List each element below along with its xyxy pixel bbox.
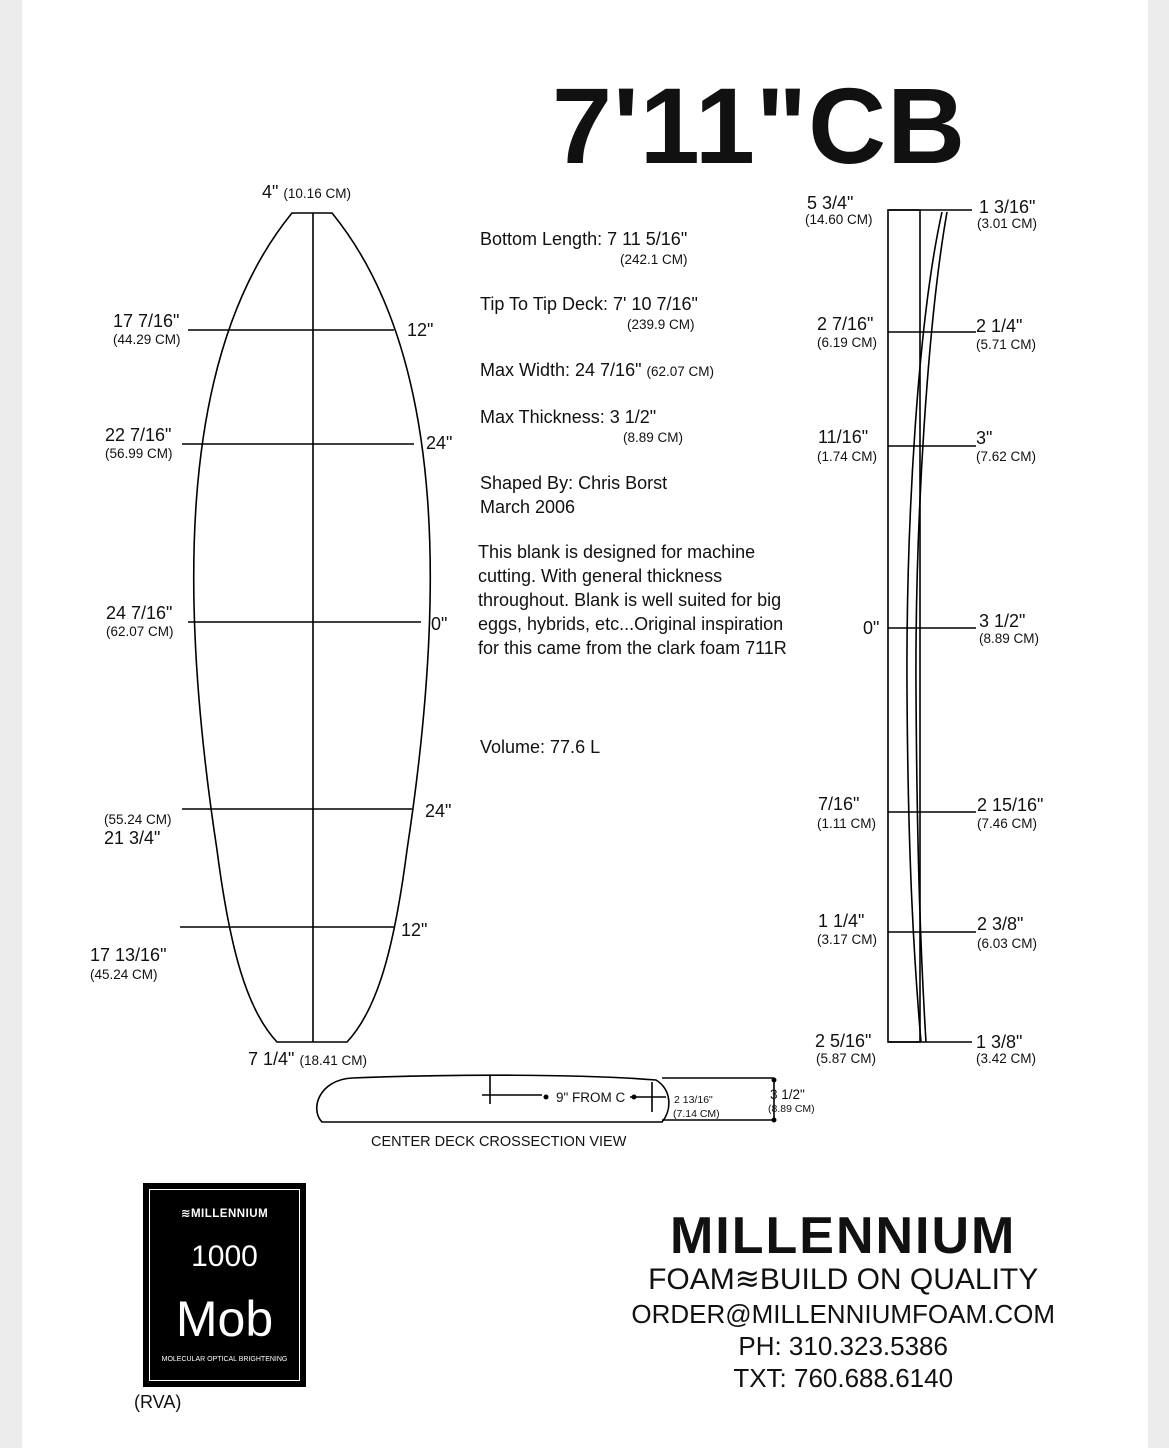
- rocker-left-1-cm: (14.60 CM): [805, 212, 873, 227]
- badge-brand: ≋MILLENNIUM: [180, 1208, 269, 1220]
- rocker-left-3: 11/16": [818, 427, 869, 447]
- tip-to-tip: Tip To Tip Deck: 7' 10 7/16": [480, 294, 698, 314]
- rva-label: (RVA): [134, 1392, 182, 1412]
- width-4-cm: (55.24 CM): [104, 812, 172, 827]
- rocker-left-3-cm: (1.74 CM): [817, 449, 878, 464]
- tail-width: 7 1/4" (18.41 CM): [248, 1049, 367, 1069]
- phone-number[interactable]: PH: 310.323.5386: [738, 1331, 948, 1361]
- rocker-left-5-cm: (1.11 CM): [817, 816, 877, 831]
- width-2-cm: (56.99 CM): [105, 446, 173, 461]
- width-1-cm: (44.29 CM): [113, 332, 181, 347]
- mob-badge: [143, 1183, 306, 1387]
- edge-thickness: 2 13/16": [674, 1094, 713, 1106]
- rocker-left-4: 0": [863, 618, 880, 638]
- position-1: 12": [407, 320, 434, 340]
- rocker-right-6: 2 3/8": [977, 914, 1024, 934]
- spec-sheet: [22, 0, 1148, 1448]
- description: This blank is designed for machine cutting. With general thickness throughout. Blank is well suited for big eggs, hybrids, etc...Original inspiration for this came from the clark foam 711R: [478, 542, 787, 658]
- wave-icon: ≋: [734, 1263, 760, 1296]
- rocker-right-5-cm: (7.46 CM): [977, 816, 1038, 831]
- rocker-left-5: 7/16": [818, 794, 860, 814]
- rocker-left-6: 1 1/4": [818, 911, 865, 931]
- rocker-left-7-cm: (5.87 CM): [816, 1051, 877, 1066]
- rocker-left-1: 5 3/4": [807, 193, 854, 213]
- badge-tagline: MOLECULAR OPTICAL BRIGHTENING: [161, 1356, 288, 1363]
- shaped-by: Shaped By: Chris Borst: [480, 473, 668, 493]
- volume: Volume: 77.6 L: [480, 737, 601, 757]
- rocker-right-7-cm: (3.42 CM): [976, 1051, 1037, 1066]
- width-5: 17 13/16": [90, 945, 167, 965]
- rocker-right-6-cm: (6.03 CM): [977, 936, 1038, 951]
- position-2: 24": [426, 433, 453, 453]
- badge-number: 1000: [191, 1240, 258, 1273]
- bottom-length: Bottom Length: 7 11 5/16": [480, 229, 688, 249]
- brand-block: [631, 1207, 1055, 1394]
- edge-thickness-cm: (7.14 CM): [673, 1108, 720, 1120]
- wave-icon: ≋: [180, 1208, 191, 1220]
- width-1: 17 7/16": [113, 311, 180, 331]
- position-3: 0": [431, 614, 448, 634]
- bottom-length-cm: (242.1 CM): [620, 252, 688, 267]
- rocker-left-6-cm: (3.17 CM): [817, 932, 878, 947]
- rocker-right-5: 2 15/16": [977, 795, 1044, 815]
- rocker-left-2: 2 7/16": [817, 314, 874, 334]
- rocker-right-3: 3": [976, 428, 993, 448]
- rocker-right-1: 1 3/16": [979, 197, 1036, 217]
- from-center-label: 9" FROM C: [556, 1090, 626, 1105]
- rocker-right-4-cm: (8.89 CM): [979, 631, 1040, 646]
- brand-slogan: FOAM≋BUILD ON QUALITY: [648, 1263, 1039, 1296]
- nose-width: 4" (10.16 CM): [262, 182, 351, 202]
- model-title: 7'11"CB: [552, 65, 967, 186]
- center-thickness: 3 1/2": [770, 1087, 805, 1102]
- width-3-cm: (62.07 CM): [106, 624, 174, 639]
- rocker-right-2: 2 1/4": [976, 316, 1023, 336]
- brand-name: MILLENNIUM: [669, 1207, 1017, 1265]
- text-number[interactable]: TXT: 760.688.6140: [733, 1363, 954, 1393]
- center-thickness-cm: (8.89 CM): [768, 1103, 815, 1115]
- rocker-right-4: 3 1/2": [979, 611, 1026, 631]
- width-4: 21 3/4": [104, 828, 161, 848]
- rocker-right-7: 1 3/8": [976, 1032, 1023, 1052]
- rocker-left-2-cm: (6.19 CM): [817, 335, 878, 350]
- rocker-left-7: 2 5/16": [815, 1031, 872, 1051]
- tip-to-tip-cm: (239.9 CM): [627, 317, 695, 332]
- max-width: Max Width: 24 7/16" (62.07 CM): [480, 360, 715, 380]
- rocker-curve-deck: [907, 212, 942, 1042]
- rocker-right-2-cm: (5.71 CM): [976, 337, 1037, 352]
- rocker-right-1-cm: (3.01 CM): [977, 216, 1038, 231]
- max-thickness-cm: (8.89 CM): [623, 430, 684, 445]
- shape-date: March 2006: [480, 497, 576, 517]
- rocker-right-3-cm: (7.62 CM): [976, 449, 1037, 464]
- rocker-box: [888, 210, 920, 1042]
- width-3: 24 7/16": [106, 603, 173, 623]
- position-5: 12": [401, 920, 428, 940]
- cross-section-caption: CENTER DECK CROSSECTION VIEW: [371, 1134, 627, 1150]
- position-4: 24": [425, 801, 452, 821]
- width-2: 22 7/16": [105, 425, 172, 445]
- max-thickness: Max Thickness: 3 1/2": [480, 407, 657, 427]
- order-email[interactable]: ORDER@MILLENNIUMFOAM.COM: [631, 1299, 1055, 1329]
- board-outline: [194, 213, 434, 1042]
- width-5-cm: (45.24 CM): [90, 967, 158, 982]
- badge-name: Mob: [175, 1291, 274, 1347]
